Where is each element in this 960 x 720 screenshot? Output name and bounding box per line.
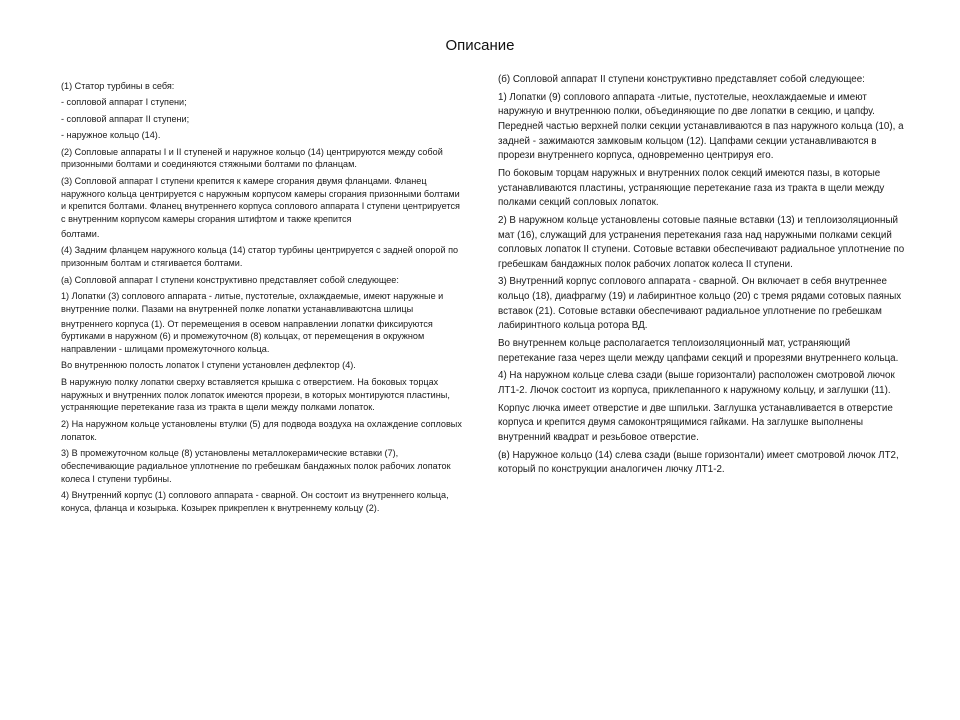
paragraph: (б) Сопловой аппарат II ступени конструктивно представляет собой следующее: xyxy=(498,74,865,85)
left-column xyxy=(61,80,465,518)
paragraph: 1) Лопатки (3) соплового аппарата - литые, пустотелые, охлаждаемые, имеют наружные и внутренние полки. Пазами на внутренней полке лопатки устанавливаютсна шлицы xyxy=(61,290,444,314)
paragraph: 4) На наружном кольце слева сзади (выше горизонтали) расположен смотровой лючок ЛТ1-2. Лючок состоит из корпуса, приклепанного к наружному кольцу, и заглушки (11). xyxy=(498,370,895,396)
paragraph: (а) Сопловой аппарат I ступени конструктивно представляет собой следующее: xyxy=(61,274,399,285)
paragraph: 2) На наружном кольце установлены втулки (5) для подвода воздуха на охлаждение сопловых лопаток. xyxy=(61,418,462,442)
paragraph: который по конструкции аналогичен лючку ЛТ1-2. xyxy=(498,464,725,476)
paragraph: - сопловой аппарат II ступени; xyxy=(61,113,190,124)
paragraph: болтами. xyxy=(61,228,100,239)
paragraph: Во внутреннюю полость лопаток I ступени установлен дефлектор (4). xyxy=(61,360,356,371)
paragraph: По боковым торцам наружных и внутренних полок секций имеются пазы, в которые устанавливаются пластины, устраняющие перетекание газа из тракта в щели между полками секций сопловых лопаток. xyxy=(498,167,885,209)
page-title: Описание xyxy=(445,37,515,54)
paragraph: 2) В наружном кольце установлены сотовые паяные вставки (13) и теплоизоляционный мат (16), служащий для устранения перетекания газа над наружными полками секций сопловых лопаток II ступени. Сотовые вставки обеспечивают радиальное уплотнение по гребешкам бандажных полок рабочих лопаток колеса II ступени. xyxy=(498,214,905,270)
paragraph: (1) Статор турбины в себя: xyxy=(61,81,175,91)
paragraph: (в) Наружное кольцо (14) слева сзади (выше горизонтали) имеет смотровой лючок ЛТ2, xyxy=(498,449,899,461)
paragraph: (4) Задним фланцем наружного кольца (14) статор турбины центрируется с задней опорой по призонным болтам и стягивается болтами. xyxy=(61,245,459,269)
paragraph: - наружное кольцо (14). xyxy=(61,130,161,141)
paragraph: - сопловой аппарат I ступени; xyxy=(61,97,187,108)
paragraph: Корпус лючка имеет отверстие и две шпильки. Заглушка устанавливается в отверстие корпуса и крепится двумя самоконтрящимися гайками. На заглушке выполнены внутренний квадрат и резьбовое отверстие. xyxy=(498,402,893,443)
paragraph: 3) Внутренний корпус соплового аппарата - сварной. Он включает в себя внутреннее кольцо (18), диафрагму (19) и лабиринтное кольцо (20) с тремя рядами сотовых паяных вставок (21). Сотовые вставки обеспечивают радиальное уплотнение по гребешкам лабиринтного кольца ротора ВД. xyxy=(498,276,902,332)
paragraph: Во внутреннем кольце располагается теплоизоляционный мат, устраняющий перетекание газа через щели между цапфами секций и прорезями внутреннего кольца. xyxy=(498,338,899,364)
paragraph: (2) Сопловые аппараты I и II ступеней и наружное кольцо (14) центрируются между собой призонными болтами и соединяются стяжными болтами по фланцам. xyxy=(61,146,443,170)
right-column xyxy=(498,73,910,481)
paragraph: 3) В промежуточном кольце (8) установлены металлокерамические вставки (7), обеспечивающие радиальное уплотнение по гребешкам бандажных полок рабочих лопаток колеса I ступени турбины. xyxy=(61,448,451,484)
paragraph: (3) Сопловой аппарат I ступени крепится к камере сгорания двумя фланцами. Фланец наружного кольца центрируется с наружным корпусом камеры сгорания призонными болтами и крепится болтами. Фланец внутреннего корпуса соплового аппарата I ступени центрируется с внутренним корпусом камеры сгорания штифтом и также крепится xyxy=(61,175,460,225)
paragraph: внутреннего корпуса (1). От перемещения в осевом направлении лопатки фиксируются буртиками в наружном (6) и промежуточном (8) кольцах, от перемещения в окружном направлении - шлицами промежуточного кольца. xyxy=(61,318,433,355)
paragraph: В наружную полку лопатки сверху вставляется крышка с отверстием. На боковых торцах наружных и внутренних полок лопаток имеются прорези, в которых монтируются пластины, устраняющие перетекание газа из тракта в щели между полками лопаток. xyxy=(61,376,450,413)
paragraph: 1) Лопатки (9) соплового аппарата -литые, пустотелые, неохлаждаемые и имеют наружную и внутреннюю полки, объединяющие по две лопатки в секцию, и цапфу. Передней частью верхней полки секции устанавливаются в паз наружного кольца (10), а задней - зажимаются замковым кольцом (12). Цапфами секции устанавливаются в прорези внутреннего корпуса, одновременно центрируя его. xyxy=(498,91,904,162)
paragraph: 4) Внутренний корпус (1) соплового аппарата - сварной. Он состоит из внутреннего кольца, конуса, фланца и козырька. Козырек прикреплен к внутреннему кольцу (2). xyxy=(61,490,449,513)
